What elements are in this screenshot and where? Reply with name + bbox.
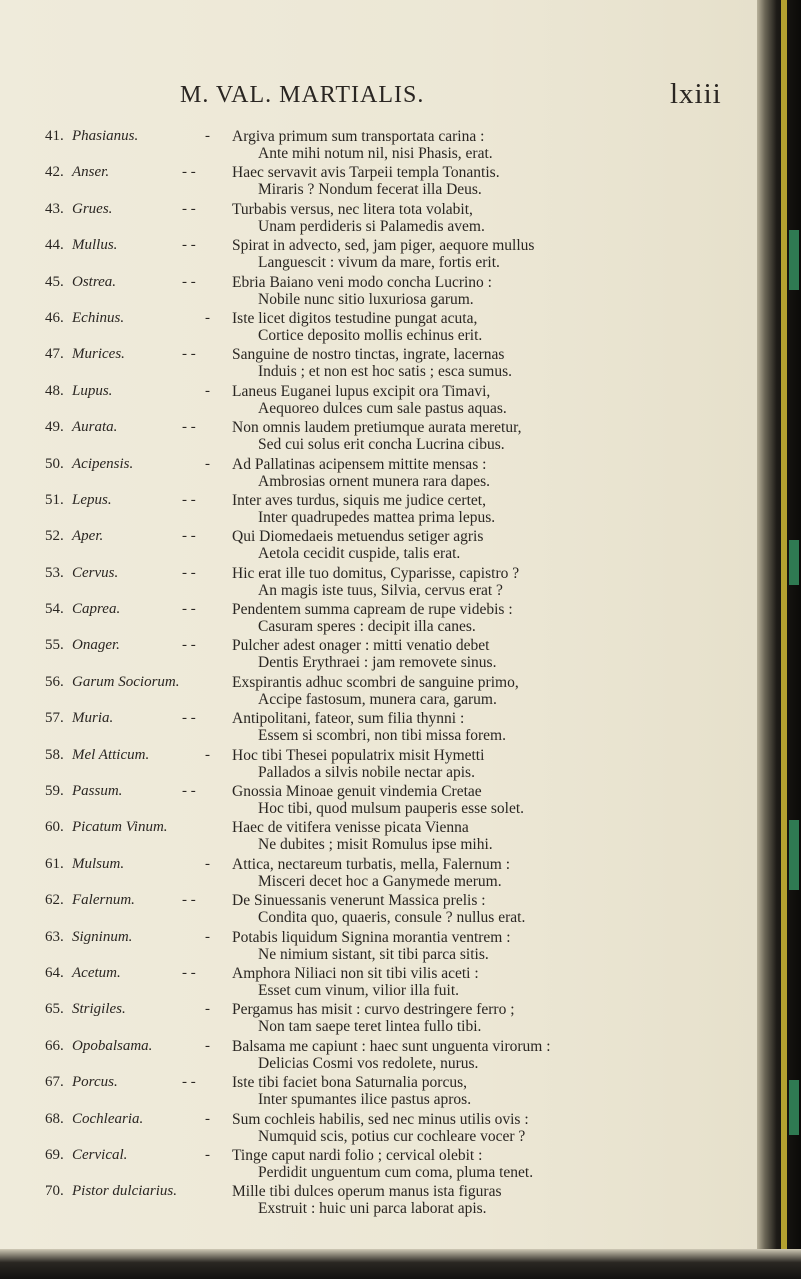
epigram-title: Falernum. xyxy=(72,892,135,909)
leader-dashes: - xyxy=(205,128,210,144)
verse-line-1: Spirat in advecto, sed, jam piger, aequore mullus xyxy=(232,237,535,255)
verse-line-2: Pallados a silvis nobile nectar apis. xyxy=(258,763,475,781)
page-bottom-edge xyxy=(0,1249,801,1279)
verse-line-1: Balsama me capiunt : haec sunt unguenta virorum : xyxy=(232,1037,551,1055)
epigram-number: 58. xyxy=(45,746,64,763)
epigram-number: 65. xyxy=(45,1001,64,1018)
epigram-number: 53. xyxy=(45,564,64,581)
leader-dashes: - - xyxy=(182,710,196,727)
verse-line-2: An magis iste tuus, Silvia, cervus erat ? xyxy=(258,581,503,599)
verse-line-2: Induis ; et non est hoc satis ; esca sumus. xyxy=(258,363,512,381)
book-spine xyxy=(757,0,801,1279)
verse-line-1: Hic erat ille tuo domitus, Cyparisse, capistro ? xyxy=(232,564,520,582)
verse-line-1: Qui Diomedaeis metuendus setiger agris xyxy=(232,528,484,546)
leader-dashes: - xyxy=(205,1146,210,1163)
verse-line-2: Condita quo, quaeris, consule ? nullus erat. xyxy=(258,909,526,927)
epigram-number: 46. xyxy=(45,309,64,326)
leader-dashes: - xyxy=(205,382,210,399)
epigram-entry xyxy=(0,674,760,710)
epigram-entry xyxy=(0,128,760,164)
epigram-entry xyxy=(0,892,760,928)
page-number: lxiii xyxy=(670,78,722,110)
leader-dashes: - xyxy=(205,1110,210,1127)
leader-dashes: - - xyxy=(182,964,196,981)
epigram-title: Muria. xyxy=(72,710,114,727)
verse-line-1: Laneus Euganei lupus excipit ora Timavi, xyxy=(232,382,491,400)
epigram-title: Caprea. xyxy=(72,601,121,618)
epigram-number: 47. xyxy=(45,346,64,363)
epigram-number: 62. xyxy=(45,892,64,909)
epigram-title: Signinum. xyxy=(72,928,133,945)
verse-line-1: Mille tibi dulces operum manus ista figuras xyxy=(232,1183,502,1201)
epigram-number: 60. xyxy=(45,819,64,836)
epigram-title: Lupus. xyxy=(72,382,113,399)
leader-dashes: - - xyxy=(182,637,196,654)
epigram-title: Porcus. xyxy=(72,1074,118,1091)
epigram-title: Opobalsama. xyxy=(72,1037,153,1054)
verse-line-2: Misceri decet hoc a Ganymede merum. xyxy=(258,872,502,890)
epigram-entry xyxy=(0,1074,760,1110)
verse-line-1: Amphora Niliaci non sit tibi vilis aceti : xyxy=(232,964,479,982)
epigram-entry xyxy=(0,929,760,965)
leader-dashes: - - xyxy=(182,783,196,800)
verse-line-2: Ne dubites ; misit Romulus ipse mihi. xyxy=(258,836,493,854)
verse-line-2: Ante mihi notum nil, nisi Phasis, erat. xyxy=(258,145,493,162)
verse-line-1: Antipolitani, fateor, sum filia thynni : xyxy=(232,710,465,728)
epigram-number: 68. xyxy=(45,1110,64,1127)
epigram-list xyxy=(0,128,760,1220)
epigram-title: Strigiles. xyxy=(72,1001,126,1018)
verse-line-1: Inter aves turdus, siquis me judice certet, xyxy=(232,491,486,509)
verse-line-1: Exspirantis adhuc scombri de sanguine primo, xyxy=(232,673,519,691)
epigram-number: 59. xyxy=(45,783,64,800)
leader-dashes: - xyxy=(205,455,210,472)
verse-line-2: Perdidit unguentum cum coma, pluma tenet. xyxy=(258,1163,534,1181)
epigram-number: 55. xyxy=(45,637,64,654)
epigram-title: Pistor dulciarius. xyxy=(72,1183,178,1200)
verse-line-1: Hoc tibi Thesei populatrix misit Hymetti xyxy=(232,746,485,764)
epigram-title: Mulsum. xyxy=(72,855,125,872)
leader-dashes: - xyxy=(205,1001,210,1018)
verse-line-2: Dentis Erythraei : jam removete sinus. xyxy=(258,654,497,672)
epigram-title: Cochlearia. xyxy=(72,1110,144,1127)
verse-line-2: Inter spumantes ilice pastus apros. xyxy=(258,1091,472,1109)
epigram-number: 49. xyxy=(45,419,64,436)
epigram-entry xyxy=(0,419,760,455)
epigram-number: 70. xyxy=(45,1183,64,1200)
epigram-title: Cervus. xyxy=(72,564,119,581)
epigram-number: 50. xyxy=(45,455,64,472)
epigram-entry xyxy=(0,1183,760,1219)
epigram-title: Picatum Vinum. xyxy=(72,819,168,836)
leader-dashes: - - xyxy=(182,528,196,545)
verse-line-1: De Sinuessanis venerunt Massica prelis : xyxy=(232,892,486,910)
verse-line-2: Hoc tibi, quod mulsum pauperis esse solet. xyxy=(258,800,525,818)
verse-line-1: Gnossia Minoae genuit vindemia Cretae xyxy=(232,783,482,801)
epigram-number: 52. xyxy=(45,528,64,545)
verse-line-1: Ad Pallatinas acipensem mittite mensas : xyxy=(232,455,487,473)
epigram-number: 41. xyxy=(45,128,64,144)
epigram-title: Murices. xyxy=(72,346,125,363)
epigram-title: Mullus. xyxy=(72,237,118,254)
running-head: M. VAL. MARTIALIS. xyxy=(180,82,425,108)
verse-line-2: Accipe fastosum, munera cara, garum. xyxy=(258,690,497,708)
epigram-title: Passum. xyxy=(72,783,123,800)
verse-line-1: Haec servavit avis Tarpeii templa Tonantis. xyxy=(232,164,500,182)
epigram-entry xyxy=(0,310,760,346)
epigram-entry xyxy=(0,747,760,783)
verse-line-2: Cortice deposito mollis echinus erit. xyxy=(258,326,483,344)
verse-line-2: Sed cui solus erit concha Lucrina cibus. xyxy=(258,436,505,454)
epigram-number: 44. xyxy=(45,237,64,254)
epigram-entry xyxy=(0,710,760,746)
epigram-number: 54. xyxy=(45,601,64,618)
leader-dashes: - - xyxy=(182,237,196,254)
verse-line-2: Unam perdideris si Palamedis avem. xyxy=(258,217,485,235)
epigram-number: 64. xyxy=(45,964,64,981)
verse-line-2: Inter quadrupedes mattea prima lepus. xyxy=(258,508,496,526)
epigram-entry xyxy=(0,383,760,419)
epigram-number: 42. xyxy=(45,164,64,181)
verse-line-2: Aetola cecidit cuspide, talis erat. xyxy=(258,545,461,563)
epigram-title: Onager. xyxy=(72,637,120,654)
leader-dashes: - - xyxy=(182,892,196,909)
verse-line-2: Ambrosias ornent munera rara dapes. xyxy=(258,472,490,490)
epigram-entry xyxy=(0,274,760,310)
verse-line-2: Exstruit : huic uni parca laborat apis. xyxy=(258,1200,487,1218)
verse-line-1: Ebria Baiano veni modo concha Lucrino : xyxy=(232,273,492,291)
verse-line-1: Tinge caput nardi folio ; cervical olebit : xyxy=(232,1146,483,1164)
epigram-number: 43. xyxy=(45,200,64,217)
epigram-number: 57. xyxy=(45,710,64,727)
verse-line-2: Esset cum vinum, vilior illa fuit. xyxy=(258,981,460,999)
epigram-title: Acipensis. xyxy=(72,455,134,472)
epigram-number: 48. xyxy=(45,382,64,399)
verse-line-1: Haec de vitifera venisse picata Vienna xyxy=(232,819,469,837)
verse-line-1: Pulcher adest onager : mitti venatio debet xyxy=(232,637,490,655)
leader-dashes: - xyxy=(205,309,210,326)
verse-line-1: Turbabis versus, nec litera tota volabit, xyxy=(232,200,473,218)
leader-dashes: - - xyxy=(182,564,196,581)
epigram-title: Ostrea. xyxy=(72,273,117,290)
epigram-entry xyxy=(0,819,760,855)
leader-dashes: - xyxy=(205,855,210,872)
verse-line-2: Numquid scis, potius cur cochleare vocer ? xyxy=(258,1127,526,1145)
epigram-entry xyxy=(0,783,760,819)
epigram-title: Acetum. xyxy=(72,964,121,981)
verse-line-2: Nobile nunc sitio luxuriosa garum. xyxy=(258,290,474,308)
verse-line-1: Non omnis laudem pretiumque aurata meretur, xyxy=(232,419,522,437)
epigram-title: Echinus. xyxy=(72,309,125,326)
epigram-number: 61. xyxy=(45,855,64,872)
verse-line-2: Casuram speres : decipit illa canes. xyxy=(258,618,476,636)
verse-line-1: Iste tibi faciet bona Saturnalia porcus, xyxy=(232,1074,468,1092)
epigram-entry xyxy=(0,856,760,892)
leader-dashes: - - xyxy=(182,164,196,181)
leader-dashes: - xyxy=(205,1037,210,1054)
verse-line-1: Sanguine de nostro tinctas, ingrate, lacernas xyxy=(232,346,505,364)
epigram-title: Aurata. xyxy=(72,419,118,436)
epigram-entry xyxy=(0,1038,760,1074)
epigram-title: Garum Sociorum. xyxy=(72,673,180,690)
leader-dashes: - - xyxy=(182,200,196,217)
verse-line-2: Ne nimium sistant, sit tibi parca sitis. xyxy=(258,945,489,963)
leader-dashes: - - xyxy=(182,1074,196,1091)
epigram-entry xyxy=(0,164,760,200)
epigram-number: 51. xyxy=(45,491,64,508)
verse-line-2: Essem si scombri, non tibi missa forem. xyxy=(258,727,506,745)
epigram-entry xyxy=(0,528,760,564)
epigram-number: 45. xyxy=(45,273,64,290)
epigram-entry xyxy=(0,565,760,601)
leader-dashes: - xyxy=(205,928,210,945)
epigram-entry xyxy=(0,237,760,273)
epigram-entry xyxy=(0,346,760,382)
epigram-number: 69. xyxy=(45,1146,64,1163)
verse-line-2: Non tam saepe teret lintea fullo tibi. xyxy=(258,1018,482,1036)
leader-dashes: - - xyxy=(182,346,196,363)
verse-line-1: Pergamus has misit : curvo destringere ferro ; xyxy=(232,1001,515,1019)
verse-line-1: Sum cochleis habilis, sed nec minus utilis ovis : xyxy=(232,1110,529,1128)
epigram-title: Aper. xyxy=(72,528,104,545)
verse-line-2: Languescit : vivum da mare, fortis erit. xyxy=(258,254,500,272)
epigram-entry xyxy=(0,456,760,492)
epigram-title: Lepus. xyxy=(72,491,112,508)
epigram-title: Anser. xyxy=(72,164,110,181)
leader-dashes: - - xyxy=(182,273,196,290)
verse-line-1: Pendentem summa capream de rupe videbis : xyxy=(232,601,513,619)
verse-line-2: Delicias Cosmi vos redolete, nurus. xyxy=(258,1054,479,1072)
epigram-title: Phasianus. xyxy=(72,128,139,144)
leader-dashes: - - xyxy=(182,601,196,618)
leader-dashes: - - xyxy=(182,491,196,508)
epigram-entry xyxy=(0,492,760,528)
verse-line-1: Iste licet digitos testudine pungat acuta, xyxy=(232,309,478,327)
epigram-title: Grues. xyxy=(72,200,113,217)
leader-dashes: - - xyxy=(182,419,196,436)
verse-line-1: Argiva primum sum transportata carina : xyxy=(232,128,485,145)
epigram-entry xyxy=(0,201,760,237)
epigram-title: Cervical. xyxy=(72,1146,128,1163)
epigram-entry xyxy=(0,1147,760,1183)
verse-line-2: Miraris ? Nondum fecerat illa Deus. xyxy=(258,181,482,199)
verse-line-2: Aequoreo dulces cum sale pastus aquas. xyxy=(258,399,507,417)
epigram-entry xyxy=(0,601,760,637)
epigram-number: 66. xyxy=(45,1037,64,1054)
epigram-number: 63. xyxy=(45,928,64,945)
epigram-number: 56. xyxy=(45,673,64,690)
epigram-entry xyxy=(0,1111,760,1147)
epigram-number: 67. xyxy=(45,1074,64,1091)
verse-line-1: Potabis liquidum Signina morantia ventrem : xyxy=(232,928,511,946)
verse-line-1: Attica, nectareum turbatis, mella, Falernum : xyxy=(232,855,511,873)
epigram-entry xyxy=(0,1001,760,1037)
leader-dashes: - xyxy=(205,746,210,763)
epigram-entry xyxy=(0,965,760,1001)
epigram-entry xyxy=(0,637,760,673)
epigram-title: Mel Atticum. xyxy=(72,746,150,763)
